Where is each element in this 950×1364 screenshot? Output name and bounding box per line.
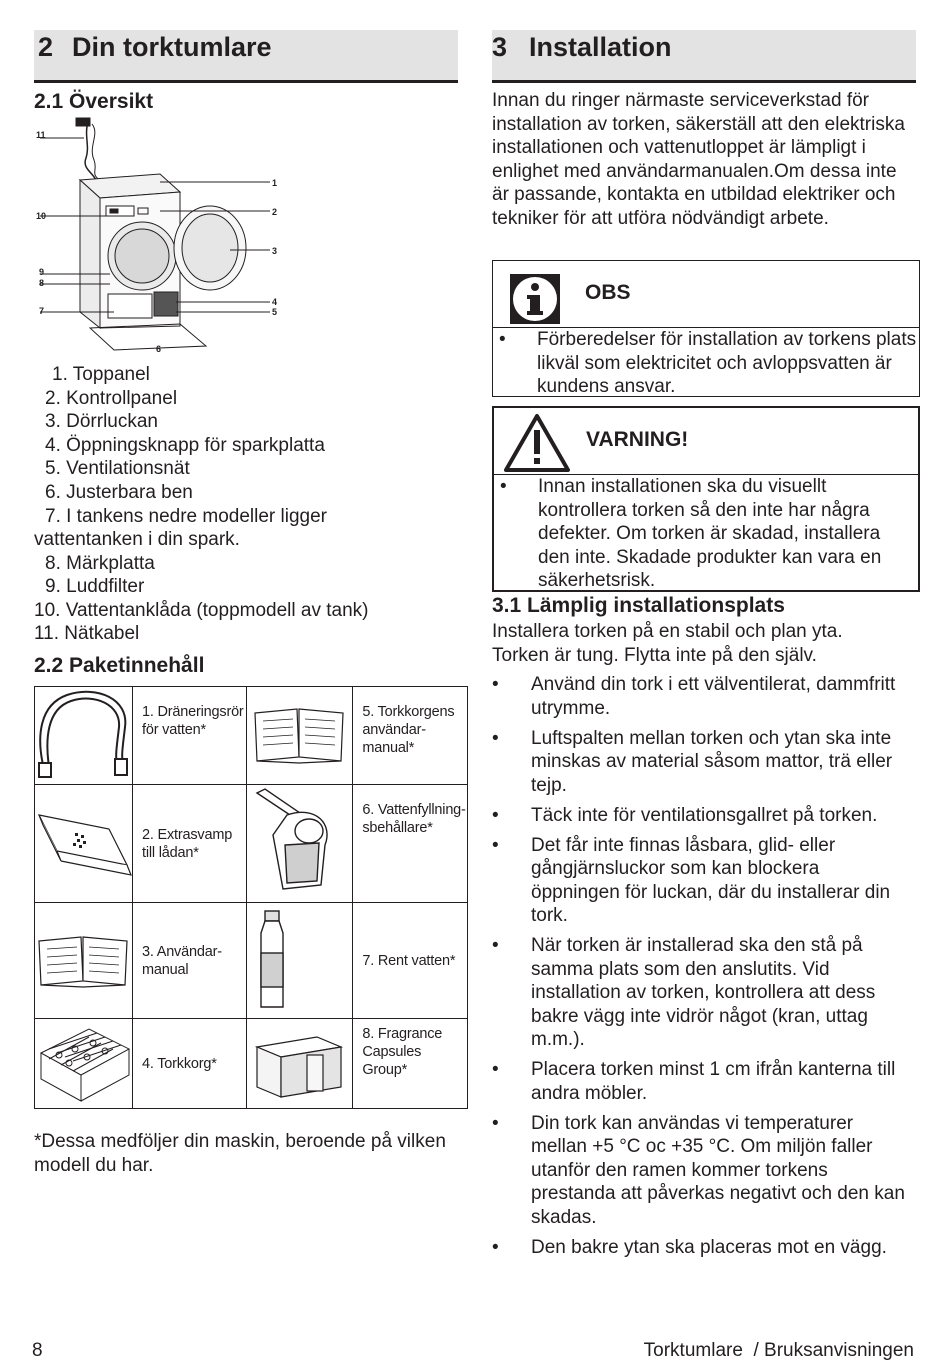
list-item [492,1112,912,1230]
table-row [35,785,468,903]
list-item-text: Det får inte finnas låsbara, glid- eller gångjärnsluckor som kan blockera öppningen för luckan, där du installerar din tork. [531,834,891,926]
list-item-text: När torken är installerad ska den stå på samma plats som den anslutits. Vid installation av torken, kontrollera att dess bakre vägg inte vidrör något (kran, uttag m.m.). [531,935,876,1050]
bullet-dot: • [492,1112,499,1134]
list-item [492,1236,912,1260]
callout-5: 5 [272,307,278,317]
package-contents-table [34,686,468,1109]
list-item [492,804,912,828]
page-number: 8 [32,1340,43,1361]
obs-text: Förberedelser för installation av torkens plats likväl som elektricitet och avloppsvatten är kundens ansvar. [537,329,917,397]
callout-11: 11 [36,130,46,140]
placement-heading: 3.1 Lämplig installationsplats [492,594,785,617]
sponge-icon [35,785,133,903]
list-item [492,934,912,1052]
package-item-6: 6. Vattenfyllning-sbehållare* [353,785,468,903]
callout-6: 6 [156,344,162,354]
obs-notice-header [493,261,919,328]
section-3-title: Installation [529,32,672,62]
list-item-text: Luftspalten mellan torken och ytan ska inte minskas av material såsom mattor, trä eller tejp. [531,727,893,796]
overview-heading: 2.1 Översikt [34,90,154,113]
overview-item-4: 4. Öppningsknapp för sparkplatta [45,435,325,456]
warning-text: Innan installationen ska du visuellt kontrollera torken så den inte har några defekter. Om torken är skadad, installera den inte. Skadade produkter kan vara en säkerhetsrisk. [538,476,882,591]
bullet-dot: • [500,476,507,497]
placement-intro: Installera torken på en stabil och plan yta. Torken är tung. Flytta inte på den själv. [492,621,843,666]
warning-notice [492,406,920,592]
bullet-dot: • [499,329,506,350]
table-row [35,903,468,1019]
list-item [492,834,912,928]
callout-2: 2 [272,207,278,217]
section-3-header [492,30,916,83]
table-row [35,687,468,785]
callout-8: 8 [39,278,45,288]
bullet-dot: • [492,935,499,956]
obs-title: OBS [585,281,631,304]
overview-item-7: 7. I tankens nedre modeller ligger [45,506,327,527]
bullet-dot: • [492,727,499,749]
manual-book-icon [35,903,133,1019]
package-item-4: 4. Torkkorg* [133,1019,247,1109]
water-container-icon [247,785,353,903]
fragrance-box-icon [247,1019,353,1109]
package-item-8: 8. Fragrance Capsules Group* [353,1019,468,1109]
overview-item-9: 9. Luddfilter [45,576,145,597]
warning-bullet [494,475,918,593]
overview-item-3: 3. Dörrluckan [45,411,158,432]
list-item-text: Din tork kan användas vi temperaturer mellan +5 °C oc +35 °C. Om miljön faller utanför den ramen kommer torkens prestanda att påverkas negativt och den kan skadas. [531,1112,905,1228]
package-item-7: 7. Rent vatten* [353,903,468,1019]
overview-item-10: 10. Vattentanklåda (toppmodell av tank) [34,600,369,621]
bullet-dot: • [492,804,499,826]
overview-item-6: 6. Justerbara ben [45,482,193,503]
overview-item-5: 5. Ventilationsnät [45,458,190,479]
obs-notice [492,260,920,397]
callout-9: 9 [39,267,45,277]
drain-hose-icon [35,687,133,785]
package-item-1: 1. Dräneringsrör för vatten* [133,687,247,785]
callout-10: 10 [36,211,47,221]
section-2-header [34,30,458,83]
bullet-dot: • [492,1059,499,1080]
table-row [35,1019,468,1109]
callout-7: 7 [39,306,45,316]
overview-item-11: 11. Nätkabel [34,623,140,644]
info-icon [509,273,561,325]
placement-list [492,673,912,1266]
overview-item-2: 2. Kontrollpanel [45,388,178,409]
package-heading: 2.2 Paketinnehåll [34,654,205,677]
list-item [492,727,912,798]
package-footnote: *Dessa medföljer din maskin, beroende på vilken modell du har. [34,1131,446,1176]
list-item [492,1058,912,1105]
overview-item-8: 8. Märkplatta [45,553,155,574]
list-item-text: Placera torken minst 1 cm ifrån kanterna till andra möbler. [531,1059,896,1104]
warning-notice-header [494,408,918,475]
list-item [492,673,912,720]
callout-1: 1 [272,178,278,188]
drying-rack-icon [35,1019,133,1109]
callout-3: 3 [272,246,278,256]
bullet-dot: • [492,1236,499,1258]
water-bottle-icon [247,903,353,1019]
footer-title: Torktumlare / Bruksanvisningen [643,1340,914,1361]
package-item-2: 2. Extrasvamp till lådan* [133,785,247,903]
manual-book-icon [247,687,353,785]
section-3-number: 3 [492,32,508,62]
section-2-title: Din torktumlare [72,32,272,62]
package-item-5: 5. Torkkorgens användar-manual* [353,687,468,785]
callout-4: 4 [272,297,278,307]
installation-intro: Innan du ringer närmaste serviceverkstad för installation av torken, säkerställ att den elektriska installationen och vattenutloppet är lämpligt i enlighet med användarmanualen.Om dessa inte är passande, kontakta en utbildad elektriker och tekniker för att utföra nödvändigt arbete. [492,90,905,229]
overview-item-7-cont: vattentanken i din spark. [34,529,240,550]
warning-title: VARNING! [586,428,689,451]
bullet-dot: • [492,834,499,856]
list-item-text: Den bakre ytan ska placeras mot en vägg. [531,1236,887,1258]
obs-bullet [493,328,919,399]
section-2-number: 2 [38,32,54,62]
package-item-3: 3. Användar-manual [133,903,247,1019]
bullet-dot: • [492,674,499,695]
list-item-text: Täck inte för ventilationsgallret på torken. [531,804,878,826]
overview-item-1: 1. Toppanel [52,364,150,385]
warning-triangle-icon [502,412,572,472]
dryer-overview-diagram [30,116,290,356]
list-item-text: Använd din tork i ett välventilerat, dammfritt utrymme. [531,674,896,719]
